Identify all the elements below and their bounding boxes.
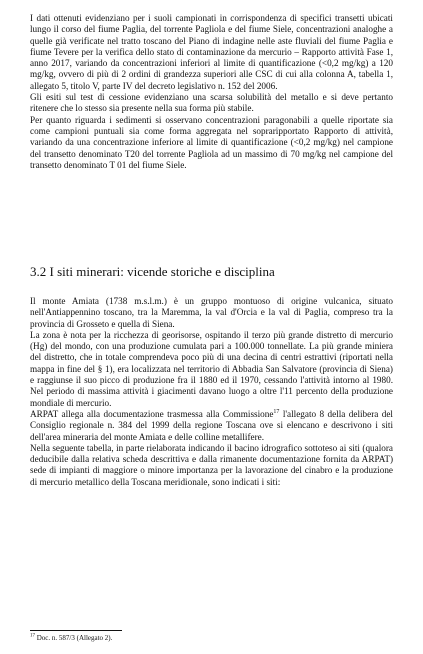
paragraph-mercury-district: La zona è nota per la ricchezza di georisorse, ospitando il terzo più grande distretto di mercurio (Hg) del mondo, con una produzione cumulata pari a 100.000 tonnellate. La più grande miniera del distretto, che in totale comprendeva poco più di una decina di centri estrattivi (riportati nella mappa in fine del § 1), era localizzata nel territorio di Abbadia San Salvatore (provincia di Siena) e raggiunse il suo picco di produzione fra il 1880 ed il 1970, cessando l'attività intorno al 1980. Nel periodo di massima attività i giacimenti davano luogo a oltre l'11 percento della produzione mondiale di mercurio.	[30, 329, 393, 408]
footnote-17	[30, 634, 393, 643]
paragraph-sediments: Per quanto riguarda i sedimenti si osservano concentrazioni paragonabili a quelle riportate sia come campioni puntuali sia come forma aggregata nel sopraripportato Rapporto di attività, variando da una concentrazione inferiore al limite di quantificazione (<0,2 mg/kg) nel campione del transetto denominato T20 del torrente Pagliola ad un massimo di 70 mg/kg nel campione del transetto denominato T 01 del fiume Siele.	[30, 114, 393, 170]
paragraph-leaching-test: Gli esiti sul test di cessione evidenziano una scarsa solubilità del metallo e si deve pertanto ritenere che lo stesso sia presente nella sua forma più stabile.	[30, 92, 393, 114]
paragraph-monte-amiata: Il monte Amiata (1738 m.s.l.m.) è un gruppo montuoso di origine vulcanica, situato nell'Antiappennino toscano, tra la Maremma, la val d'Orcia e la val di Paglia, compreso tra la provincia di Grosseto e quella di Siena.	[30, 296, 393, 329]
arpat-text-before: ARPAT allega alla documentazione trasmessa alla Commissione	[30, 408, 274, 419]
intro-block	[30, 13, 393, 171]
paragraph-table-intro: Nella seguente tabella, in parte rielaborata indicando il bacino idrografico sottoteso ai siti (qualora deducibile dalla relativa scheda descrittiva e dalla rimanente documentazione fornita da ARPAT) sede di impianti di maggiore o minore importanza per la lavorazione del cinabro e la produzione di mercurio metallico della Toscana meridionale, sono indicati i siti:	[30, 442, 393, 487]
paragraph-soil-results: I dati ottenuti evidenziano per i suoli campionati in corrispondenza di specifici transetti ubicati lungo il corso del fiume Paglia, del torrente Pagliola e del fiume Siele, concentrazioni analoghe a quelle già verificate nel tratto toscano del Piano di indagine nelle aste fluviali del fiume Paglia e fiume Tevere per la verifica dello stato di contaminazione da mercurio – Rapporto attività Fase 1, anno 2017, variando da concentrazioni inferiori al limite di quantificazione (<0,2 mg/kg) a 120 mg/kg, ovvero di più di 2 ordini di grandezza superiori alle CSC di cui alla colonna A, tabella 1, allegato 5, titolo V, parte IV del decreto legislativo n. 152 del 2006.	[30, 13, 393, 91]
section-heading: 3.2 I siti minerari: vicende storiche e disciplina	[30, 264, 275, 279]
footnote-ref-17[interactable]: 17	[273, 408, 280, 415]
footnote-text: Doc. n. 587/3 (Allegato 2).	[35, 634, 113, 642]
footnote-number: 17	[30, 633, 35, 639]
footnote-divider	[30, 630, 122, 631]
mining-sites-block	[30, 296, 393, 488]
paragraph-arpat-attachment	[30, 409, 393, 443]
arpat-text-after: l'allegato 8 della delibera del Consiglio regionale n. 384 del 1999 della regione Toscana ove si elencano e descrivono i siti dell'area mineraria del monte Amiata e delle colline metallifere.	[30, 408, 393, 442]
